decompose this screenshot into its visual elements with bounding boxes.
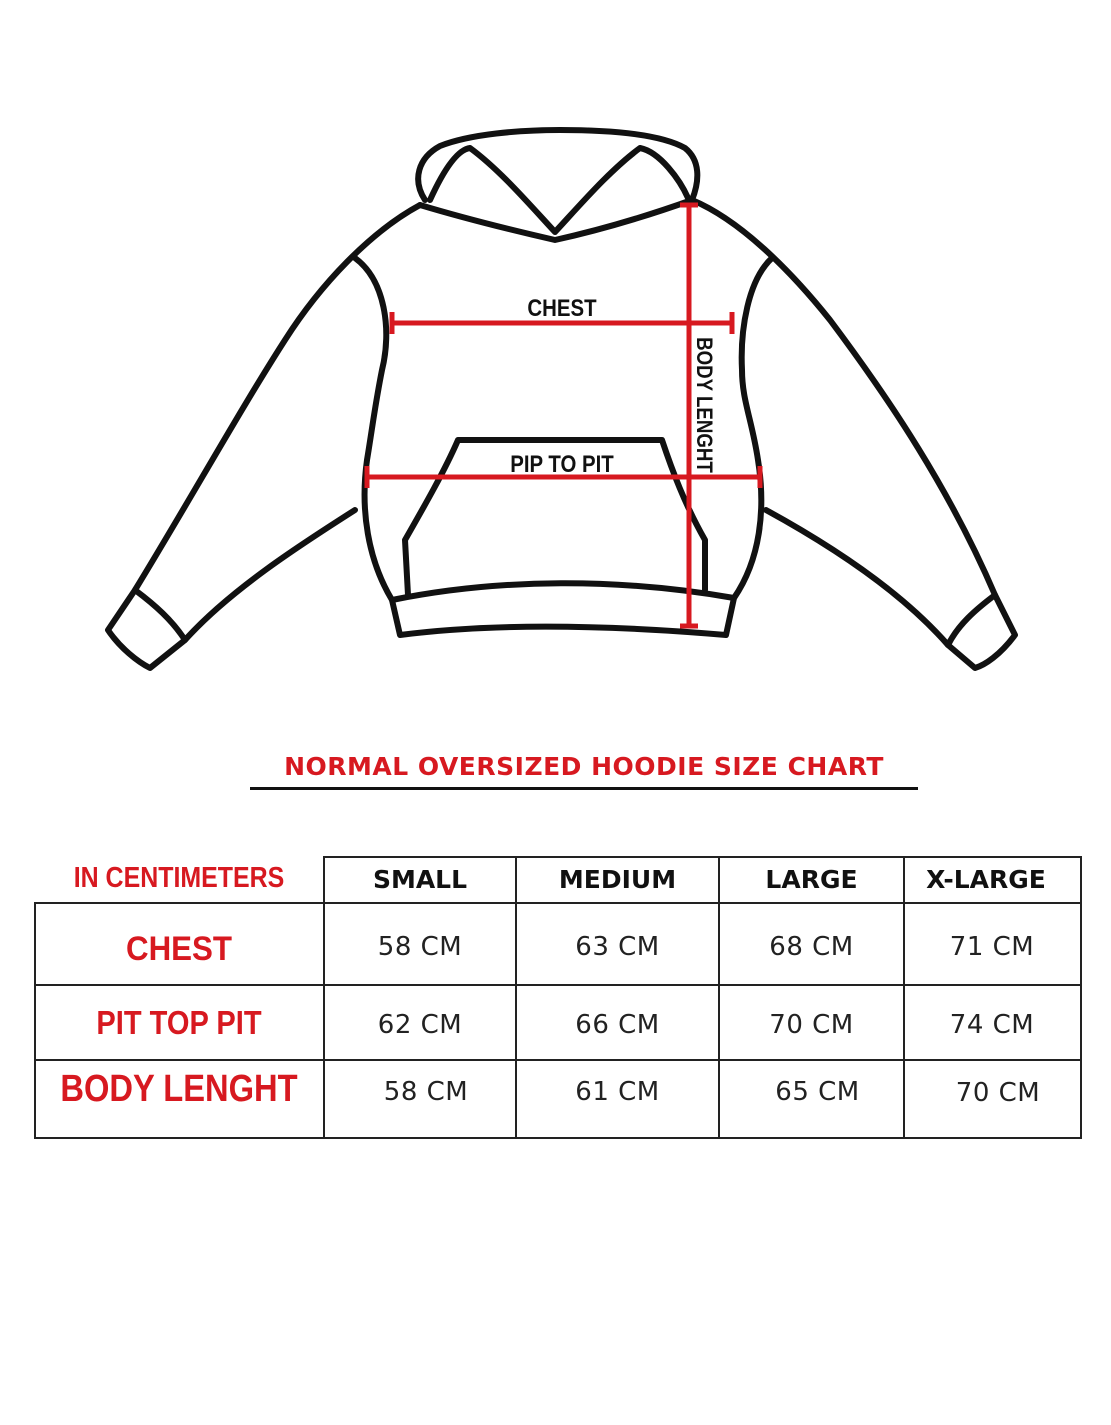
row-label-body-length: BODY LENGHT xyxy=(60,1068,298,1110)
cell-length-medium: 61 CM xyxy=(575,1077,660,1107)
chest-label: CHEST xyxy=(527,294,597,322)
size-chart-title: NORMAL OVERSIZED HOODIE SIZE CHART xyxy=(284,752,884,781)
cell-pit-x-large: 74 CM xyxy=(949,1010,1035,1040)
cell-chest-small: 58 CM xyxy=(377,932,463,962)
title-underline xyxy=(250,787,918,790)
row-label-chest: CHEST xyxy=(125,930,233,968)
cell-pit-medium: 66 CM xyxy=(575,1010,660,1040)
table-col-line xyxy=(718,856,720,1139)
cell-pit-large: 70 CM xyxy=(769,1010,854,1040)
units-label: IN CENTIMETERS xyxy=(73,862,285,894)
cell-chest-medium: 63 CM xyxy=(575,932,660,962)
table-top-line xyxy=(324,856,1082,858)
table-col-line xyxy=(515,856,517,1139)
cell-chest-large: 68 CM xyxy=(769,932,854,962)
cell-pit-small: 62 CM xyxy=(377,1010,463,1040)
right-cuff xyxy=(948,595,995,645)
pit-to-pit-label: PIP TO PIT xyxy=(510,450,614,478)
cell-length-x-large: 70 CM xyxy=(955,1078,1041,1108)
cell-chest-x-large: 71 CM xyxy=(949,932,1035,962)
cell-length-large: 65 CM xyxy=(775,1077,860,1107)
size-header-small: SMALL xyxy=(372,865,468,894)
size-header-large: LARGE xyxy=(765,865,858,894)
table-col-line xyxy=(903,856,905,1139)
table-bottom-line xyxy=(34,1137,1082,1139)
table-col-line xyxy=(323,856,325,1139)
table-header-line xyxy=(34,902,1082,904)
size-header-x-large: X-LARGE xyxy=(926,865,1046,894)
table-row-line xyxy=(34,984,1082,986)
hem-band xyxy=(392,583,734,600)
table-row-line xyxy=(34,1059,1082,1061)
table-left-line xyxy=(34,902,36,1139)
right-sleeve xyxy=(692,200,1015,668)
size-header-medium: MEDIUM xyxy=(558,865,677,894)
left-cuff xyxy=(135,590,185,640)
cell-length-small: 58 CM xyxy=(383,1077,469,1107)
body-length-label: BODY LENGHT xyxy=(691,337,716,473)
table-right-line xyxy=(1080,856,1082,1139)
row-label-pit-to-pit: PIT TOP PIT xyxy=(96,1004,262,1041)
hood-outline xyxy=(418,130,697,200)
